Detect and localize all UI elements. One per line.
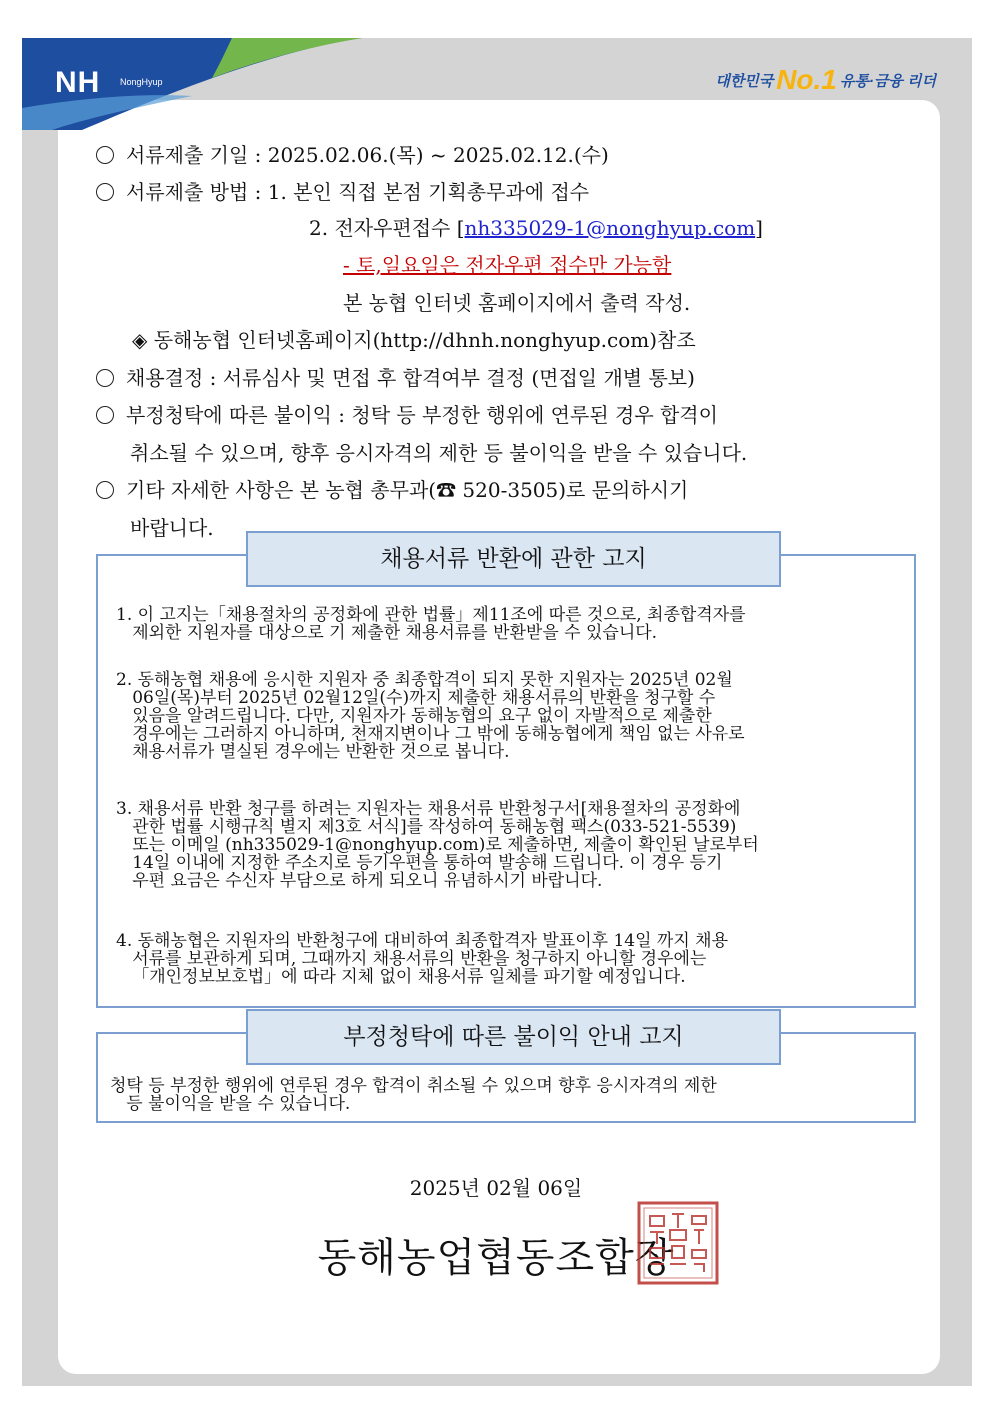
official-seal-icon <box>636 1200 720 1286</box>
method-text: 서류제출 방법 : 1. 본인 직접 본점 기획총무과에 접수 <box>126 180 590 204</box>
decision-text: 채용결정 : 서류심사 및 면접 후 합격여부 결정 (면접일 개별 통보) <box>126 366 695 390</box>
contact-continued: 바랍니다. <box>130 516 214 540</box>
email-suffix: ] <box>755 216 763 240</box>
slogan-no1: No.1 <box>776 64 837 95</box>
nonghyup-logo-text: NongHyup <box>120 77 163 87</box>
weekend-warning: - 토,일요일은 전자우편 접수만 가능함 <box>343 253 672 277</box>
contact-line <box>96 476 688 504</box>
brand-slogan <box>715 64 936 96</box>
deadline-text: 서류제출 기일 : 2025.02.06.(목) ~ 2025.02.12.(수) <box>126 143 609 167</box>
issuer-name: 동해농업협동조합장 <box>317 1235 675 1281</box>
solicitation-notice-text: 청탁 등 부정한 행위에 연루된 경우 합격이 취소될 수 있으며 향후 응시자격의 제한 등 불이익을 받을 수 있습니다. <box>110 1076 717 1114</box>
slogan-suffix: 유통·금융 리더 <box>839 72 936 90</box>
solicitation-text: 부정청탁에 따른 불이익 : 청탁 등 부정한 행위에 연루된 경우 합격이 <box>126 403 718 427</box>
bullet-circle-icon <box>96 369 114 387</box>
bullet-circle-icon <box>96 146 114 164</box>
slogan-prefix: 대한민국 <box>715 72 774 90</box>
nh-logo: NH <box>55 66 101 99</box>
notice-item-1: 1. 이 고지는「채용절차의 공정화에 관한 법률」제11조에 따른 것으로, 최종합격자를 제외한 지원자를 대상으로 기 제출한 채용서류를 반환받을 수 있습니다. <box>116 605 746 643</box>
solicitation-line <box>96 401 718 429</box>
deadline-line <box>96 141 609 169</box>
email-link[interactable]: nh335029-1@nonghyup.com <box>464 216 756 240</box>
email-line <box>309 214 763 242</box>
solicitation-notice-title: 부정청탁에 따른 불이익 안내 고지 <box>246 1009 781 1065</box>
notice-item-2: 2. 동해농협 채용에 응시한 지원자 중 최종합격이 되지 못한 지원자는 2025년 02월 06일(목)부터 2025년 02월12일(수)까지 제출한 채용서류의 반환을 청구할 수 있음을 알려드립니다. 다만, 지원자가 동해농협의 요구 없이 자발적으로 제출한 경우에는 그러하지 아니하며, 천재지변이나 그 밖에 동해농협에게 책임 없는 사유로 채용서류가 멸실된 경우에는 반환한 것으로 봅니다. <box>116 670 745 762</box>
bullet-circle-icon <box>96 406 114 424</box>
document-return-notice-title: 채용서류 반환에 관한 고지 <box>246 531 781 587</box>
homepage-reference: ◈ 동해농협 인터넷홈페이지(http://dhnh.nonghyup.com)참조 <box>132 328 696 352</box>
bullet-circle-icon <box>96 481 114 499</box>
notice-item-3: 3. 채용서류 반환 청구를 하려는 지원자는 채용서류 반환청구서[채용절차의 공정화에 관한 법률 시행규칙 별지 제3호 서식]를 작성하여 동해농협 팩스(033-521-5539) 또는 이메일 (nh335029-1@nonghyup.com)로 제출하면, 제출이 확인된 날로부터 14일 이내에 지정한 주소지로 등기우편을 통하여 발송해 드립니다. 이 경우 등기 우편 요금은 수신자 부담으로 하게 되오니 유념하시기 바랍니다. <box>116 799 759 891</box>
solicitation-continued: 취소될 수 있으며, 향후 응시자격의 제한 등 불이익을 받을 수 있습니다. <box>130 441 748 465</box>
email-prefix: 2. 전자우편접수 [ <box>309 216 465 240</box>
decision-line <box>96 364 695 392</box>
notice-item-4: 4. 동해농협은 지원자의 반환청구에 대비하여 최종합격자 발표이후 14일 까지 채용 서류를 보관하게 되며, 그때까지 채용서류의 반환을 청구하지 아니할 경우에는 「개인정보보호법」에 따라 지체 없이 채용서류 일체를 파기할 예정입니다. <box>116 931 728 987</box>
bullet-circle-icon <box>96 183 114 201</box>
method-line <box>96 178 589 206</box>
print-note: 본 농협 인터넷 홈페이지에서 출력 작성. <box>343 291 691 315</box>
contact-text: 기타 자세한 사항은 본 농협 총무과(☎ 520-3505)로 문의하시기 <box>126 478 689 502</box>
issue-date: 2025년 02월 06일 <box>409 1176 583 1200</box>
